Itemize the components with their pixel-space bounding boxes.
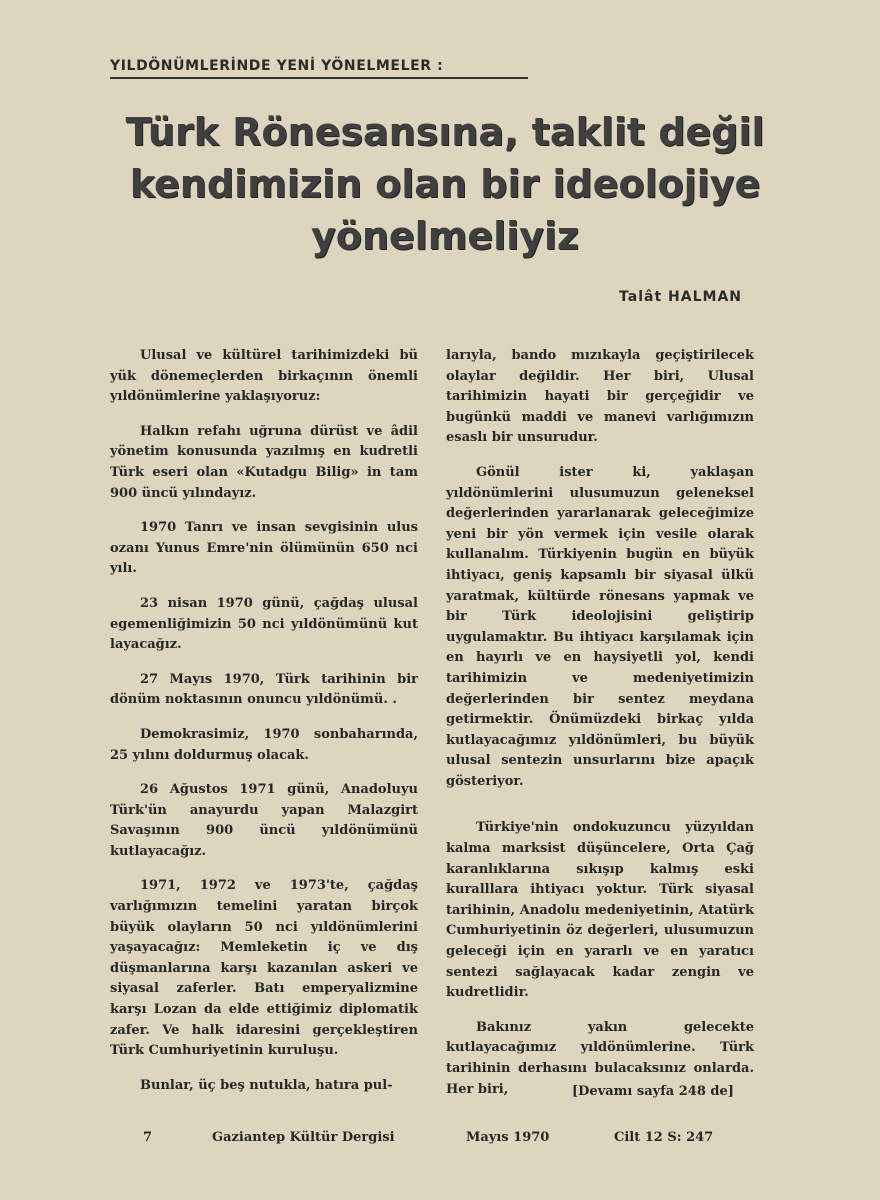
paragraph: Bakınız yakın gelecekte kutlayacağımız yıldönümlerine. Türk tarihinin derhasını bulacaksınız onlarda. Her biri, bbox=[446, 1019, 754, 1097]
page-number: 7 bbox=[143, 1130, 153, 1145]
paragraph: 26 Ağustos 1971 günü, Anadoluyu Türk'ün anayurdu yapan Malazgirt Savaşının 900 üncü yıldönümünü kutlayacağız. bbox=[110, 782, 418, 859]
article-title: Türk Rönesansına, taklit değil kendimizin olan bir ideolojiye yönelmeliyiz bbox=[125, 110, 765, 258]
paragraph: Gönül ister ki, yaklaşan yıldönümlerini ulusumuzun geleneksel değerlerinden yararlanarak geleceğimize yeni bir yön vermek için vesile olarak kullanalım. Türkiyenin bugün en büyük ihtiyacı, geniş kapsamlı bir siyasal ülkü yaratmak, kültürde rönesans yapmak ve bir Türk ideolojisini geliştirip uygulamaktır. Bu ihtiyacı karşılamak için en hayırlı ve en haysiyetli yol, kendi tarihimizin ve medeniyetimizin değerlerinden bir sentez meydana getirmektir. Önümüzdeki birkaç yılda kutlayacağımız yıldönümleri, bu büyük ulusal sentezin unsurlarını bize apaçık gösteriyor. bbox=[446, 464, 754, 789]
section-kicker: YILDÖNÜMLERİNDE YENİ YÖNELMELER : bbox=[110, 58, 528, 79]
paragraph: 27 Mayıs 1970, Türk tarihinin bir dönüm noktasının onuncu yıldönümü. . bbox=[110, 671, 418, 708]
paragraph: Halkın refahı uğruna dürüst ve âdil yönetim konusunda yazılmış en kudretli Türk eseri olan «Kutadgu Bilig» in tam 900 üncü yılındayız. bbox=[110, 423, 418, 501]
page-footer bbox=[0, 1130, 880, 1150]
text-column-left bbox=[110, 346, 418, 1110]
paragraph: Ulusal ve kültürel tarihimizdeki bü yük dönemeçlerden birkaçının önemli yıldönümlerine yaklaşıyoruz: bbox=[110, 348, 418, 405]
text-column-right bbox=[446, 346, 754, 1114]
issue-date: Mayıs 1970 bbox=[466, 1130, 550, 1145]
paragraph: 1970 Tanrı ve insan sevgisinin ulus ozanı Yunus Emre'nin ölümünün 650 nci yılı. bbox=[110, 520, 418, 577]
paragraph: 1971, 1972 ve 1973'te, çağdaş varlığımızın temelini yaratan birçok büyük olayların 50 nci yıldönümlerini yaşayacağız: Memleketin iç ve dış düşmanlarına karşı kazanılan askeri ve siyasal zaferler. Batı emperyalizmine karşı Lozan da elde ettiğimiz diplomatik zafer. Ve halk idaresini gerçekleştiren Türk Cumhuriyetinin kuruluşu. bbox=[110, 878, 418, 1059]
paragraph: 23 nisan 1970 günü, çağdaş ulusal egemenliğimizin 50 nci yıldönümünü kut layacağız. bbox=[110, 595, 418, 653]
article-author: Talât HALMAN bbox=[619, 289, 742, 305]
paragraph: larıyla, bando mızıkayla geçiştirilecek olaylar değildir. Her biri, Ulusal tarihimizin hayati bir gerçeğidir ve bugünkü maddi ve manevi varlığımızın esaslı bir unsurudur. bbox=[446, 348, 754, 446]
paragraph: Bunlar, üç beş nutukla, hatıra pul- bbox=[140, 1077, 393, 1093]
volume-issue: Cilt 12 S: 247 bbox=[614, 1130, 714, 1145]
paragraph: Demokrasimiz, 1970 sonbaharında, 25 yılını doldurmuş olacak. bbox=[110, 726, 418, 763]
paragraph: Türkiye'nin ondokuzuncu yüzyıldan kalma marksist düşüncelere, Orta Çağ karanlıklarına sıkışıp kalmış eski kuralllara ihtiyacı yoktur. Türk siyasal tarihinin, Anadolu medeniyetinin, Atatürk Cumhuriyetinin öz değerleri, ulusumuzun geleceği için en yararlı ve en yaratıcı sentezi sağlayacak kadar zengin ve kudretlidir. bbox=[446, 820, 754, 1001]
continued-note: [Devamı sayfa 248 de] bbox=[572, 1084, 734, 1099]
journal-name: Gaziantep Kültür Dergisi bbox=[212, 1130, 395, 1145]
